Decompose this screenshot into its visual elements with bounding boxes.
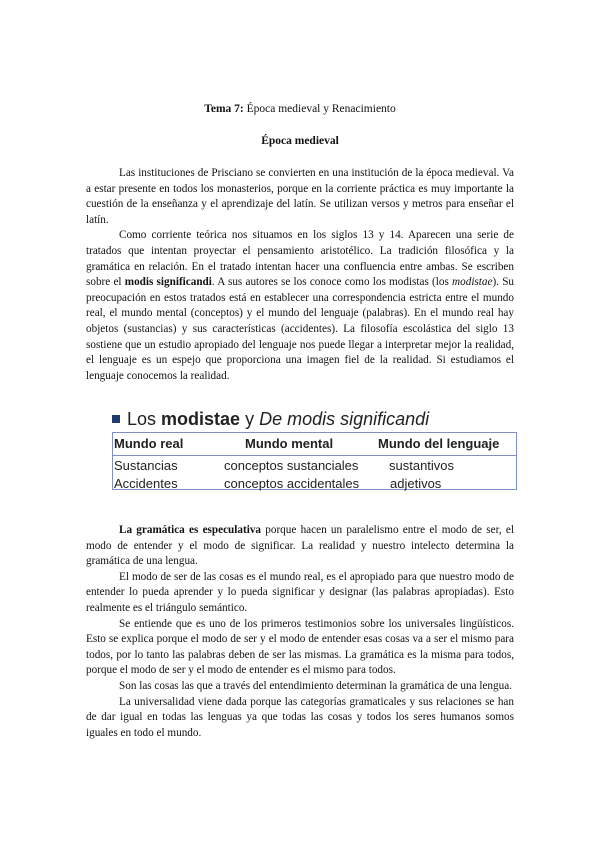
text-run: Como corriente teórica nos situamos en los siglos 13 y 14. Aparecen una serie de tratados que intentan proyectar el pensamiento aristotélico. La tradición filosófica y la gramática en relación. En el tratado intentan hacer una confluencia entre ambas. Se escriben sobre el bbox=[86, 229, 514, 289]
paragraph bbox=[86, 523, 514, 570]
paragraph: Se entiende que es uno de los primeros testimonios sobre los universales lingüísticos. Esto se explica porque el modo de ser y el modo de entender esas cosas va a ser el mismo para todos, por lo tanto las palabras deben de ser las mismas. La gramática es la misma para todos, porque el modo de ser y el modo de entender es el mismo para todos. bbox=[86, 617, 514, 677]
table-header-cell: Mundo mental bbox=[245, 436, 334, 451]
body-section-2 bbox=[86, 523, 514, 741]
tema-label: Tema 7: bbox=[204, 103, 244, 115]
text-run: porque hacen un paralelismo entre el modo de ser, el modo de entender y el modo de significar. La realidad y nuestro intelecto determina la gramática de una lengua. bbox=[86, 524, 514, 568]
table-header-cell: Mundo del lenguaje bbox=[378, 436, 500, 451]
page-title bbox=[86, 102, 514, 116]
slide-title-text: y bbox=[240, 409, 260, 429]
table-cell: conceptos accidentales bbox=[224, 476, 360, 491]
table-cell: sustantivos bbox=[389, 458, 455, 473]
bold-term: modis significandi bbox=[124, 276, 212, 289]
bold-term: La gramática es especulativa bbox=[119, 524, 262, 536]
italic-term: modistae bbox=[452, 276, 493, 289]
table-header-divider bbox=[113, 455, 516, 456]
paragraph: El modo de ser de las cosas es el mundo real, es el apropiado para que nuestro modo de entender lo pueda aprender y lo pueda significar y designar (las palabras apropiadas). Esto realmente es el triángulo semántico. bbox=[86, 570, 514, 614]
table-header-cell: Mundo real bbox=[114, 436, 184, 451]
paragraph bbox=[86, 228, 514, 384]
body-section-1 bbox=[86, 166, 514, 384]
text-run: ). Su preocupación en estos tratados está en establecer una correspondencia estricta entre el mundo real, el mundo mental (conceptos) y el mundo del lenguaje (palabras). En el mundo real hay objetos (sustancias) y sus características (accidentes). La filosofía escolástica del siglo 13 sostiene que un estudio apropiado del lenguaje nos puede llegar a interpretar mejor la realidad, el lenguaje es un espejo que proporciona una imagen fiel de la realidad. Si estudiamos el lenguaje conocemos la realidad. bbox=[86, 276, 515, 382]
text-run: . A sus autores se los conoce como los modistas (los bbox=[211, 276, 453, 289]
slide-title-text: Los bbox=[127, 409, 162, 429]
square-bullet-icon bbox=[112, 415, 120, 423]
table-cell: Accidentes bbox=[114, 476, 178, 491]
paragraph: Son las cosas las que a través del entendimiento determinan la gramática de una lengua. bbox=[119, 679, 512, 692]
paragraph: La universalidad viene dada porque las categorías gramaticales y sus relaciones se han de dar igual en todas las lenguas ya que todas las cosas y todos los seres humanos somos iguales en todo el mundo. bbox=[86, 695, 514, 739]
table-cell: conceptos sustanciales bbox=[224, 458, 359, 473]
paragraph: Las instituciones de Prisciano se convierten en una institución de la época medieval. Va a estar presente en todos los monasterios, porque en la corriente práctica es muy importante la cuestión de la enseñanza y el aprendizaje del latín. Se utilizan versos y metros para enseñar el latín. bbox=[86, 167, 514, 226]
table-cell: Sustancias bbox=[114, 458, 178, 473]
section-title: Época medieval bbox=[261, 135, 339, 147]
slide-title bbox=[112, 408, 532, 430]
modistae-table bbox=[112, 432, 517, 490]
slide-title-bold: modistae bbox=[161, 409, 241, 429]
slide-title-italic: De modis significandi bbox=[259, 409, 430, 429]
tema-title: Época medieval y Renacimiento bbox=[243, 103, 396, 115]
table-cell: adjetivos bbox=[390, 476, 442, 491]
